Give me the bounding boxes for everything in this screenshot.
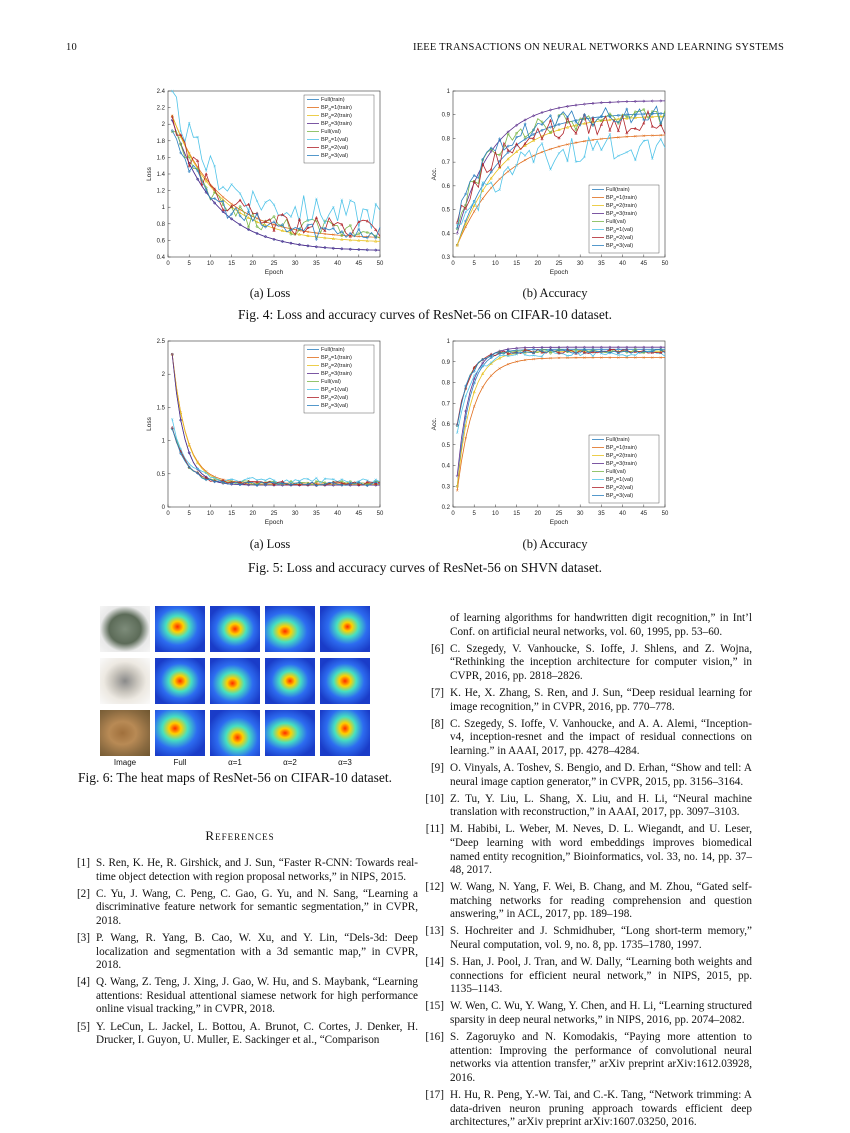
reference-number: [12] [425, 881, 444, 894]
x-tick-label: 45 [640, 261, 648, 267]
y-axis-label: Acc. [431, 167, 438, 181]
heatmap-alpha3-1 [320, 606, 370, 652]
legend-label: Full(train) [606, 437, 630, 443]
y-tick-label: 2 [161, 122, 165, 129]
y-tick-label: 2.4 [156, 89, 165, 95]
fig6-label-full: Full [173, 758, 187, 767]
reference-item [66, 888, 418, 929]
x-tick-label: 15 [513, 261, 520, 267]
reference-number: [17] [425, 1089, 444, 1101]
legend-label: $BP_\alpha=1(train)$ [606, 195, 637, 202]
y-tick-label: 2 [161, 372, 165, 379]
heatmap-alpha1-3 [210, 710, 260, 756]
legend-label: $BP_\alpha=3(train)$ [321, 121, 352, 128]
x-tick-label: 25 [555, 511, 563, 517]
reference-text: M. Habibi, L. Weber, M. Neves, D. L. Wiegandt, and U. Leser, “Deep learning with word embeddings improves biomedical named entity recognition,” Bioinformatics, vol. 33, no. 14, pp. 37–48, 2017. [450, 823, 752, 877]
legend-label: Full(val) [321, 129, 341, 135]
y-tick-label: 0.4 [441, 463, 450, 470]
y-tick-label: 1.4 [156, 172, 165, 178]
fig5-caption: Fig. 5: Loss and accuracy curves of ResNet-56 on SHVN dataset. [248, 560, 602, 575]
reference-text: O. Vinyals, A. Toshev, S. Bengio, and D. Erhan, “Show and tell: A neural image caption generator,” in CVPR, 2015, pp. 3156–3164. [450, 761, 752, 788]
x-tick-label: 30 [576, 511, 584, 517]
reference-number: [14] [425, 956, 444, 969]
heatmap-image-truck [100, 606, 150, 652]
legend-label: Full(train) [321, 97, 345, 103]
reference-item [66, 857, 418, 884]
reference-text: Y. LeCun, L. Jackel, L. Bottou, A. Brunot, C. Cortes, J. Denker, H. Drucker, I. Guyon, U. Muller, E. Sackinger et al., “Comparison [96, 1020, 418, 1047]
x-tick-label: 25 [270, 511, 278, 517]
legend-label: $BP_\alpha=2(val)$ [321, 145, 349, 152]
heatmap-alpha2-3 [265, 710, 315, 756]
y-axis-label: Loss [146, 417, 153, 431]
y-tick-label: 0.9 [441, 112, 450, 119]
reference-number: [13] [425, 925, 444, 938]
y-tick-label: 1.6 [156, 155, 165, 162]
x-tick-label: 25 [555, 261, 563, 267]
x-tick-label: 10 [492, 511, 499, 517]
fig6-label-alpha3: α=3 [338, 758, 352, 767]
reference-5-continuation: of learning algorithms for handwritten digit recognition,” in Int’l Conf. on artificial neural networks, vol. 60, 1995, pp. 53–60. [450, 612, 752, 638]
x-tick-label: 50 [376, 261, 384, 267]
reference-item [420, 793, 752, 820]
fig5-sub-a: (a) Loss [249, 537, 291, 551]
heatmap-alpha1-2 [210, 658, 260, 704]
x-tick-label: 10 [207, 511, 214, 517]
legend-label: $BP_\alpha=3(train)$ [321, 371, 352, 378]
x-tick-label: 35 [313, 511, 320, 517]
x-tick-label: 40 [334, 261, 341, 267]
x-tick-label: 10 [492, 261, 499, 267]
reference-number: [3] [76, 931, 90, 944]
reference-number: [15] [425, 1000, 444, 1013]
reference-number: [4] [76, 976, 90, 989]
y-tick-label: 1 [446, 339, 450, 345]
reference-item [66, 1021, 418, 1048]
y-tick-label: 0.3 [441, 484, 450, 491]
x-tick-label: 15 [513, 511, 520, 517]
x-axis-label: Epoch [549, 269, 569, 276]
reference-number: [16] [425, 1031, 444, 1044]
legend-label: Full(val) [606, 469, 626, 475]
legend-label: $BP_\alpha=3(train)$ [606, 461, 637, 468]
fig6-label-alpha1: α=1 [228, 758, 242, 767]
x-axis-label: Epoch [549, 519, 569, 526]
reference-text: S. Ren, K. He, R. Girshick, and J. Sun, “Faster R-CNN: Towards real-time object detection with region proposal networks,” in NIPS, 2015. [96, 857, 418, 883]
x-tick-label: 30 [291, 261, 299, 267]
x-tick-label: 30 [576, 261, 584, 267]
fig4-loss-chart [140, 85, 390, 285]
reference-text: Q. Wang, Z. Teng, J. Xing, J. Gao, W. Hu, and S. Maybank, “Learning attentions: Residual attentional siamese network for high performance online visual tracking,” in CVPR, 2018. [96, 976, 418, 1016]
legend-label: $BP_\alpha=2(val)$ [606, 485, 634, 492]
y-tick-label: 0.8 [441, 136, 450, 143]
heatmap-alpha2-2 [265, 658, 315, 704]
references-heading: References [205, 828, 275, 843]
y-tick-label: 0.7 [441, 160, 450, 167]
reference-item [420, 956, 752, 997]
reference-number: [8] [430, 717, 444, 730]
y-tick-label: 0.5 [441, 442, 450, 449]
y-tick-label: 0.6 [441, 183, 450, 190]
references-left-column [66, 857, 418, 1051]
legend-label: $BP_\alpha=3(val)$ [321, 403, 349, 410]
legend-label: $BP_\alpha=1(val)$ [606, 227, 634, 234]
legend-label: $BP_\alpha=3(val)$ [606, 243, 634, 250]
y-tick-label: 0.5 [156, 471, 165, 478]
x-tick-label: 45 [640, 511, 648, 517]
legend-label: $BP_\alpha=1(train)$ [606, 445, 637, 452]
heatmap-alpha1-1 [210, 606, 260, 652]
reference-text: P. Wang, R. Yang, B. Cao, W. Xu, and Y. Lin, “Dels-3d: Deep localization and segmentation with a 3d semantic map,” in CVPR, 2018. [96, 931, 418, 972]
reference-text: W. Wang, N. Yang, F. Wei, B. Chang, and M. Zhou, “Gated self-matching networks for reading comprehension and question answering,” in ACL, 2017, pp. 189–198. [450, 881, 752, 921]
y-tick-label: 0.7 [441, 401, 450, 408]
fig6-label-alpha2: α=2 [283, 758, 297, 767]
fig4-caption: Fig. 4: Loss and accuracy curves of ResNet-56 on CIFAR-10 dataset. [238, 307, 612, 322]
reference-item [420, 687, 752, 714]
reference-item [420, 823, 752, 877]
reference-item [420, 718, 752, 759]
y-tick-label: 1.8 [156, 138, 165, 145]
reference-item [420, 1000, 752, 1027]
x-axis-label: Epoch [264, 519, 284, 526]
x-tick-label: 20 [249, 511, 257, 517]
fig4-sub-b: (b) Accuracy [522, 286, 588, 300]
heatmap-image-animal [100, 710, 150, 756]
legend-label: $BP_\alpha=3(val)$ [606, 493, 634, 500]
legend-label: $BP_\alpha=3(val)$ [321, 153, 349, 160]
x-tick-label: 50 [661, 261, 669, 267]
x-tick-label: 0 [166, 511, 170, 517]
x-tick-label: 0 [451, 261, 455, 267]
reference-text: H. Hu, R. Peng, Y.-W. Tai, and C.-K. Tang, “Network trimming: A data-driven neuron pruning approach towards efficient deep architectures,” arXiv preprint arXiv:1607.03250, 2016. [450, 1089, 752, 1129]
legend-label: $BP_\alpha=2(train)$ [606, 453, 637, 460]
y-axis-label: Acc. [431, 417, 438, 431]
legend-label: $BP_\alpha=1(train)$ [321, 105, 352, 112]
reference-text: Z. Tu, Y. Liu, L. Shang, X. Liu, and H. Li, “Neural machine translation with reconstruction,” in AAAI, 2017, pp. 3097–3103. [450, 792, 752, 819]
x-tick-label: 25 [270, 261, 278, 267]
x-axis-label: Epoch [264, 269, 284, 276]
heatmap-alpha2-1 [265, 606, 315, 652]
fig5-loss-chart [140, 335, 390, 535]
reference-number: [10] [425, 792, 444, 805]
legend-label: $BP_\alpha=1(val)$ [321, 137, 349, 144]
legend-label: $BP_\alpha=1(val)$ [321, 387, 349, 394]
reference-text: S. Hochreiter and J. Schmidhuber, “Long short-term memory,” Neural computation, vol. 9, no. 8, pp. 1735–1780, 1997. [450, 925, 752, 952]
fig5-sub-b: (b) Accuracy [522, 537, 588, 551]
reference-number: [6] [430, 642, 444, 655]
y-tick-label: 1 [161, 205, 165, 212]
y-tick-label: 0.5 [441, 207, 450, 214]
x-tick-label: 5 [187, 261, 191, 267]
legend-label: Full(train) [321, 347, 345, 353]
legend-label: Full(val) [606, 219, 626, 225]
y-tick-label: 0.4 [441, 231, 450, 238]
x-tick-label: 35 [598, 261, 605, 267]
y-tick-label: 0.6 [441, 422, 450, 428]
x-tick-label: 0 [166, 261, 170, 267]
legend-label: Full(train) [606, 187, 630, 193]
page-number: 10 [66, 42, 77, 53]
legend-label: $BP_\alpha=2(train)$ [321, 363, 352, 370]
x-tick-label: 35 [313, 261, 320, 267]
x-tick-label: 15 [228, 511, 235, 517]
fig5-accuracy-chart [425, 335, 675, 535]
heatmap-alpha3-2 [320, 658, 370, 704]
reference-number: [5] [76, 1020, 90, 1033]
x-tick-label: 30 [291, 511, 299, 517]
heatmap-image-cat [100, 658, 150, 704]
x-tick-label: 5 [472, 511, 476, 517]
x-tick-label: 0 [451, 511, 455, 517]
reference-item [420, 881, 752, 922]
x-tick-label: 5 [187, 511, 191, 517]
y-tick-label: 0.2 [441, 505, 450, 511]
reference-text: C. Szegedy, V. Vanhoucke, S. Ioffe, J. Shlens, and Z. Wojna, “Rethinking the inception architecture for computer vision,” in CVPR, 2016, pp. 2818–2826. [450, 642, 752, 682]
x-tick-label: 40 [334, 511, 341, 517]
legend-label: $BP_\alpha=2(val)$ [606, 235, 634, 242]
y-tick-label: 0 [161, 505, 165, 511]
legend-label: Full(val) [321, 379, 341, 385]
reference-text: K. He, X. Zhang, S. Ren, and J. Sun, “Deep residual learning for image recognition,” in CVPR, 2016, pp. 770–778. [450, 686, 752, 713]
fig4-accuracy-chart [425, 85, 675, 285]
y-tick-label: 1.2 [156, 188, 165, 195]
legend-label: $BP_\alpha=1(val)$ [606, 477, 634, 484]
x-tick-label: 45 [355, 261, 363, 267]
heatmap-full-2 [155, 658, 205, 704]
fig6-caption: Fig. 6: The heat maps of ResNet-56 on CIFAR-10 dataset. [77, 770, 393, 785]
x-tick-label: 15 [228, 261, 235, 267]
reference-text: S. Han, J. Pool, J. Tran, and W. Dally, “Learning both weights and connections for efficient neural network,” in NIPS, 2015, pp. 1135–1143. [450, 956, 752, 996]
heatmap-alpha3-3 [320, 710, 370, 756]
x-tick-label: 10 [207, 261, 214, 267]
heatmap-full-3 [155, 710, 205, 756]
reference-item [420, 762, 752, 789]
y-tick-label: 2.5 [156, 339, 165, 345]
y-tick-label: 1 [161, 438, 165, 445]
reference-item [420, 1031, 752, 1085]
y-axis-label: Loss [146, 167, 153, 181]
y-tick-label: 1 [446, 89, 450, 95]
x-tick-label: 20 [534, 511, 542, 517]
reference-number: [9] [430, 761, 444, 774]
x-tick-label: 35 [598, 511, 605, 517]
y-tick-label: 2.2 [156, 105, 165, 112]
reference-item [66, 976, 418, 1017]
x-tick-label: 20 [534, 261, 542, 267]
reference-item [66, 932, 418, 973]
y-tick-label: 0.8 [156, 221, 165, 228]
y-tick-label: 0.6 [156, 238, 165, 245]
reference-number: [1] [76, 857, 90, 869]
reference-number: [11] [425, 823, 444, 836]
journal-title: IEEE TRANSACTIONS ON NEURAL NETWORKS AND LEARNING SYSTEMS [412, 42, 784, 53]
legend-label: $BP_\alpha=2(val)$ [321, 395, 349, 402]
reference-text: C. Szegedy, S. Ioffe, V. Vanhoucke, and A. A. Alemi, “Inception-v4, inception-resnet and the impact of residual connections on learning.” in AAAI, 2017, pp. 4278–4284. [450, 717, 752, 757]
heatmap-full-1 [155, 606, 205, 652]
reference-item [420, 643, 752, 684]
x-tick-label: 50 [376, 511, 384, 517]
legend-label: $BP_\alpha=2(train)$ [606, 203, 637, 210]
x-tick-label: 20 [249, 261, 257, 267]
fig6-heatmap-grid [90, 600, 410, 770]
reference-number: [7] [430, 686, 444, 699]
legend-label: $BP_\alpha=2(train)$ [321, 113, 352, 120]
x-tick-label: 45 [355, 511, 363, 517]
y-tick-label: 0.9 [441, 359, 450, 366]
reference-item [420, 925, 752, 952]
reference-text: C. Yu, J. Wang, C. Peng, C. Gao, G. Yu, and N. Sang, “Learning a discriminative feature network for semantic segmentation,” in CVPR, 2018. [96, 887, 418, 927]
y-tick-label: 0.3 [441, 255, 450, 261]
reference-item [420, 1089, 752, 1130]
y-tick-label: 0.8 [441, 380, 450, 387]
reference-number: [2] [76, 887, 90, 900]
reference-text: W. Wen, C. Wu, Y. Wang, Y. Chen, and H. Li, “Learning structured sparsity in deep neural networks,” in NIPS, 2016, pp. 2074–2082. [450, 1000, 752, 1027]
reference-text: S. Zagoruyko and N. Komodakis, “Paying more attention to attention: Improving the performance of convolutional neural networks via attention transfer,” arXiv preprint arXiv:1612.03928, 2016. [450, 1031, 752, 1084]
x-tick-label: 5 [472, 261, 476, 267]
x-tick-label: 40 [619, 511, 626, 517]
fig6-label-image: Image [113, 758, 137, 767]
x-tick-label: 50 [661, 511, 669, 517]
y-tick-label: 1.5 [156, 405, 165, 412]
references-right-column [420, 612, 752, 1133]
x-tick-label: 40 [619, 261, 626, 267]
legend-label: $BP_\alpha=1(train)$ [321, 355, 352, 362]
fig4-sub-a: (a) Loss [249, 286, 291, 300]
y-tick-label: 0.4 [156, 255, 165, 261]
legend-label: $BP_\alpha=3(train)$ [606, 211, 637, 218]
